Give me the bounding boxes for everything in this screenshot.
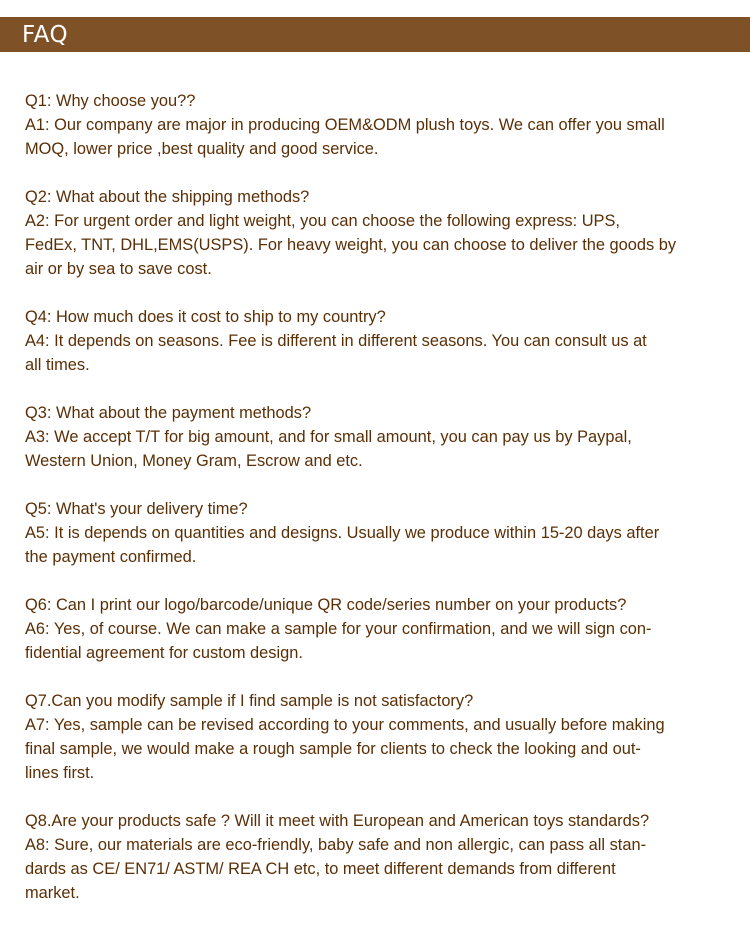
faq-item (25, 809, 743, 905)
faq-question: Q5: What's your delivery time? (25, 500, 248, 518)
faq-answer: A1: Our company are major in producing OEM&ODM plush toys. We can offer you small MOQ, lower price ,best quality and good service. (25, 116, 665, 158)
faq-question: Q4: How much does it cost to ship to my country? (25, 308, 386, 326)
faq-question: Q7.Can you modify sample if I find sample is not satisfactory? (25, 692, 474, 710)
faq-answer: A6: Yes, of course. We can make a sample for your confirmation, and we will sign con- fidential agreement for custom design. (25, 620, 652, 662)
faq-answer: A8: Sure, our materials are eco-friendly, baby safe and non allergic, can pass all stan- dards as CE/ EN71/ ASTM/ REA CH etc, to meet different demands from different market. (25, 836, 647, 902)
faq-list (25, 89, 743, 929)
faq-question: Q1: Why choose you?? (25, 92, 196, 110)
faq-title: FAQ (22, 22, 69, 48)
faq-answer: A5: It is depends on quantities and designs. Usually we produce within 15-20 days after the payment confirmed. (25, 524, 660, 566)
faq-item (25, 497, 743, 569)
faq-question: Q8.Are your products safe ? Will it meet with European and American toys standards? (25, 812, 650, 830)
faq-question: Q6: Can I print our logo/barcode/unique QR code/series number on your products? (25, 596, 627, 614)
faq-question: Q3: What about the payment methods? (25, 404, 312, 422)
faq-item (25, 593, 743, 665)
faq-item (25, 305, 743, 377)
faq-answer: A4: It depends on seasons. Fee is different in different seasons. You can consult us at all times. (25, 332, 647, 374)
faq-item (25, 689, 743, 785)
faq-answer: A2: For urgent order and light weight, you can choose the following express: UPS, FedEx, TNT, DHL,EMS(USPS). For heavy weight, you can choose to deliver the goods by air or by sea to save cost. (25, 212, 677, 278)
faq-item (25, 185, 743, 281)
faq-item (25, 401, 743, 473)
faq-answer: A7: Yes, sample can be revised according to your comments, and usually before making final sample, we would make a rough sample for clients to check the looking and out- lines first. (25, 716, 665, 782)
faq-item (25, 89, 743, 161)
faq-header-bar (0, 17, 750, 52)
faq-answer: A3: We accept T/T for big amount, and for small amount, you can pay us by Paypal, Western Union, Money Gram, Escrow and etc. (25, 428, 632, 470)
faq-question: Q2: What about the shipping methods? (25, 188, 310, 206)
